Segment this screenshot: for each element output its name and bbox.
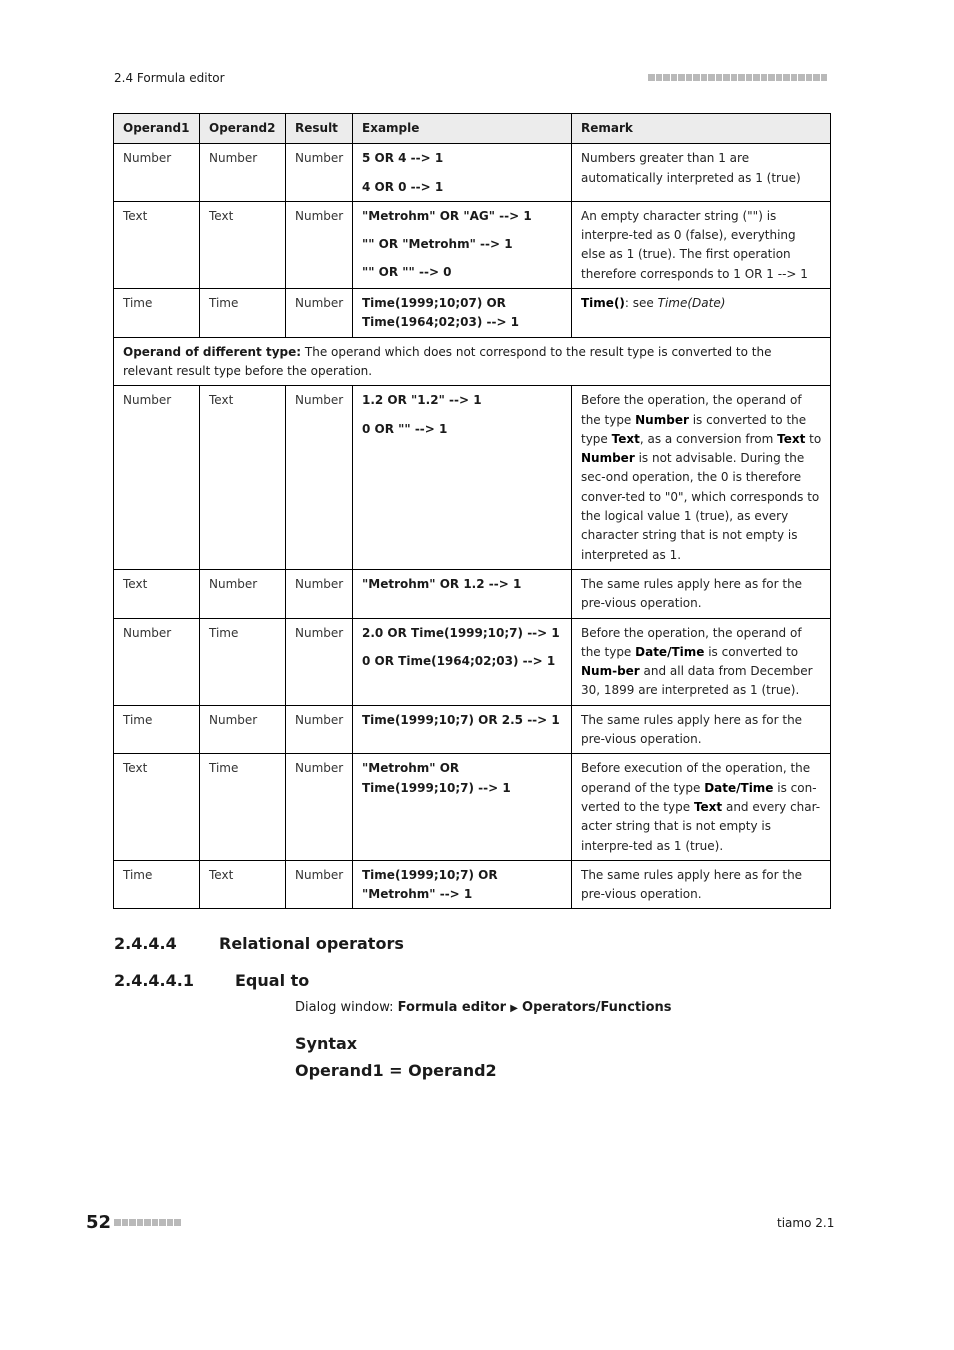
decoration-square	[167, 1219, 174, 1226]
remark-segment: The same rules apply here as for the pre-vious operation.	[581, 867, 803, 902]
remark-segment: is converted to the type	[581, 412, 807, 446]
decoration-square	[122, 1219, 129, 1226]
remark-segment: Date/Time	[704, 780, 774, 795]
cell-op2: Number	[200, 569, 286, 618]
example-line: Time(1999;10;7) OR 2.5 --> 1	[362, 712, 560, 727]
decoration-square	[821, 74, 828, 81]
cell-op1: Text	[114, 201, 200, 288]
syntax-heading: Syntax	[295, 1034, 358, 1053]
cell-remark	[572, 144, 831, 202]
cell-result: Number	[286, 754, 353, 860]
decoration-square	[671, 74, 678, 81]
decoration-square	[806, 74, 813, 81]
cell-example	[353, 860, 572, 909]
cell-result: Number	[286, 201, 353, 288]
remark-segment: is not advisable. During the sec-ond operation, the 0 is therefore conver-ted to "0", which corresponds to the logical value 1 (true), as every character string that is not empty is interpreted as 1.	[581, 451, 820, 562]
example-line: "" OR "Metrohm" --> 1	[362, 237, 513, 252]
remark-segment: Num-ber	[581, 664, 640, 679]
example-line: "" OR "" --> 0	[362, 265, 452, 280]
cell-op2: Text	[200, 386, 286, 570]
example-line: Time(1999;10;7) OR "Metrohm" --> 1	[362, 867, 498, 902]
remark-segment: Number	[635, 412, 689, 427]
cell-example	[353, 618, 572, 705]
remark-segment: Time()	[581, 296, 625, 311]
remark-segment: Before execution of the operation, the operand of the type	[581, 761, 811, 795]
cell-remark	[572, 289, 831, 338]
decoration-square	[708, 74, 715, 81]
column-header: Example	[353, 114, 572, 144]
table-row	[114, 386, 831, 570]
decoration-square	[114, 1219, 121, 1226]
remark-segment: Before the operation, the operand of the type	[581, 625, 802, 659]
cell-op2: Time	[200, 754, 286, 860]
cell-remark	[572, 386, 831, 570]
decoration-square	[813, 74, 820, 81]
table-header-row	[114, 114, 831, 144]
example-line: 4 OR 0 --> 1	[362, 179, 444, 194]
decoration-square	[768, 74, 775, 81]
remark-segment: Date/Time	[635, 644, 705, 659]
decoration-square	[656, 74, 663, 81]
example-line: "Metrohm" OR "AG" --> 1	[362, 208, 532, 223]
dialog-prefix: Dialog window:	[295, 1000, 398, 1015]
cell-example	[353, 569, 572, 618]
decoration-square	[686, 74, 693, 81]
decoration-square	[678, 74, 685, 81]
cell-op2: Number	[200, 144, 286, 202]
cell-op1: Number	[114, 386, 200, 570]
operator-table	[113, 113, 831, 909]
table-row	[114, 144, 831, 202]
example-line: 0 OR Time(1964;02;03) --> 1	[362, 653, 556, 668]
cell-op2: Time	[200, 618, 286, 705]
remark-segment: is converted to	[704, 644, 799, 659]
table-row	[114, 860, 831, 909]
different-type-note-row	[114, 337, 831, 386]
remark-segment: The same rules apply here as for the pre-vious operation.	[581, 712, 803, 747]
decoration-square	[723, 74, 730, 81]
cell-example	[353, 289, 572, 338]
table-row	[114, 201, 831, 288]
cell-result: Number	[286, 860, 353, 909]
note-label: Operand of different type:	[123, 344, 302, 359]
cell-op2: Number	[200, 705, 286, 754]
example-line: 1.2 OR "1.2" --> 1	[362, 393, 482, 408]
remark-segment: Before the operation, the operand of the type	[581, 393, 802, 427]
decoration-square	[746, 74, 753, 81]
cell-remark	[572, 754, 831, 860]
cell-result: Number	[286, 144, 353, 202]
decoration-square	[716, 74, 723, 81]
header-decoration	[648, 74, 828, 83]
remark-segment: Time(Date)	[657, 296, 726, 311]
note-text: The operand which does not correspond to the result type is converted to the relevant result type before the operation.	[123, 344, 772, 378]
different-type-note	[114, 337, 831, 386]
decoration-square	[159, 1219, 166, 1226]
dialog-path	[295, 1000, 672, 1015]
triangle-right-icon: ▶	[510, 1003, 518, 1014]
decoration-square	[753, 74, 760, 81]
remark-segment: and all data from December 30, 1899 are interpreted as 1 (true).	[581, 664, 813, 698]
example-line: "Metrohm" OR Time(1999;10;7) --> 1	[362, 761, 511, 795]
cell-example	[353, 705, 572, 754]
table-row	[114, 618, 831, 705]
footer-decoration	[114, 1219, 181, 1226]
decoration-square	[738, 74, 745, 81]
dialog-path-1: Formula editor	[397, 1000, 507, 1015]
decoration-square	[137, 1219, 144, 1226]
remark-segment: and every char-acter string that is not empty is interpre-ted as 1 (true).	[581, 799, 821, 853]
product-name: tiamo 2.1	[777, 1216, 835, 1230]
cell-op2: Text	[200, 201, 286, 288]
cell-example	[353, 386, 572, 570]
decoration-square	[776, 74, 783, 81]
cell-op1: Text	[114, 569, 200, 618]
cell-example	[353, 754, 572, 860]
example-line: "Metrohm" OR 1.2 --> 1	[362, 576, 522, 591]
cell-remark	[572, 705, 831, 754]
remark-segment: Text	[777, 431, 806, 446]
table-row	[114, 754, 831, 860]
cell-op1: Text	[114, 754, 200, 860]
cell-remark	[572, 569, 831, 618]
cell-example	[353, 201, 572, 288]
decoration-square	[129, 1219, 136, 1226]
running-header-section: 2.4 Formula editor	[114, 71, 225, 85]
page-number: 52	[86, 1212, 112, 1233]
subsection-heading	[114, 971, 309, 990]
remark-segment: Numbers greater than 1 are automatically interpreted as 1 (true)	[581, 151, 801, 185]
remark-segment: to	[805, 431, 822, 446]
dialog-path-2: Operators/Functions	[522, 1000, 672, 1015]
remark-segment: is con-verted to the type	[581, 780, 817, 814]
decoration-square	[731, 74, 738, 81]
remark-segment: , as a conversion from	[639, 431, 778, 446]
syntax-formula: Operand1 = Operand2	[295, 1061, 497, 1080]
cell-result: Number	[286, 289, 353, 338]
cell-op2: Time	[200, 289, 286, 338]
decoration-square	[152, 1219, 159, 1226]
decoration-square	[761, 74, 768, 81]
remark-segment: Text	[611, 431, 640, 446]
column-header: Remark	[572, 114, 831, 144]
section-heading	[114, 934, 404, 953]
example-line: Time(1999;10;07) OR Time(1964;02;03) --> 1	[362, 296, 520, 330]
remark-segment: An empty character string ("") is interpre-ted as 0 (false), everything else as 1 (true). The first operation therefore corresponds to 1 OR 1 --> 1	[581, 208, 808, 281]
decoration-square	[144, 1219, 151, 1226]
cell-result: Number	[286, 705, 353, 754]
section-title: Relational operators	[219, 934, 404, 953]
cell-op1: Time	[114, 289, 200, 338]
subsection-title: Equal to	[235, 971, 310, 990]
table-row	[114, 705, 831, 754]
cell-op1: Number	[114, 618, 200, 705]
section-number: 2.4.4.4	[114, 934, 177, 953]
example-line: 5 OR 4 --> 1	[362, 151, 444, 166]
decoration-square	[783, 74, 790, 81]
remark-segment: Number	[581, 451, 635, 466]
decoration-square	[663, 74, 670, 81]
decoration-square	[693, 74, 700, 81]
remark-segment: The same rules apply here as for the pre-vious operation.	[581, 576, 803, 611]
decoration-square	[174, 1219, 181, 1226]
cell-op2: Text	[200, 860, 286, 909]
remark-segment: Text	[693, 799, 723, 814]
example-line: 2.0 OR Time(1999;10;7) --> 1	[362, 625, 560, 640]
cell-result: Number	[286, 569, 353, 618]
cell-example	[353, 144, 572, 202]
decoration-square	[648, 74, 655, 81]
decoration-square	[798, 74, 805, 81]
cell-remark	[572, 618, 831, 705]
cell-op1: Time	[114, 705, 200, 754]
decoration-square	[701, 74, 708, 81]
cell-result: Number	[286, 386, 353, 570]
table-row	[114, 569, 831, 618]
decoration-square	[791, 74, 798, 81]
column-header: Operand1	[114, 114, 200, 144]
table-row	[114, 289, 831, 338]
cell-op1: Time	[114, 860, 200, 909]
remark-segment: : see	[624, 296, 658, 311]
column-header: Operand2	[200, 114, 286, 144]
subsection-number: 2.4.4.4.1	[114, 971, 194, 990]
column-header: Result	[286, 114, 353, 144]
cell-op1: Number	[114, 144, 200, 202]
cell-result: Number	[286, 618, 353, 705]
example-line: 0 OR "" --> 1	[362, 421, 448, 436]
cell-remark	[572, 860, 831, 909]
cell-remark	[572, 201, 831, 288]
